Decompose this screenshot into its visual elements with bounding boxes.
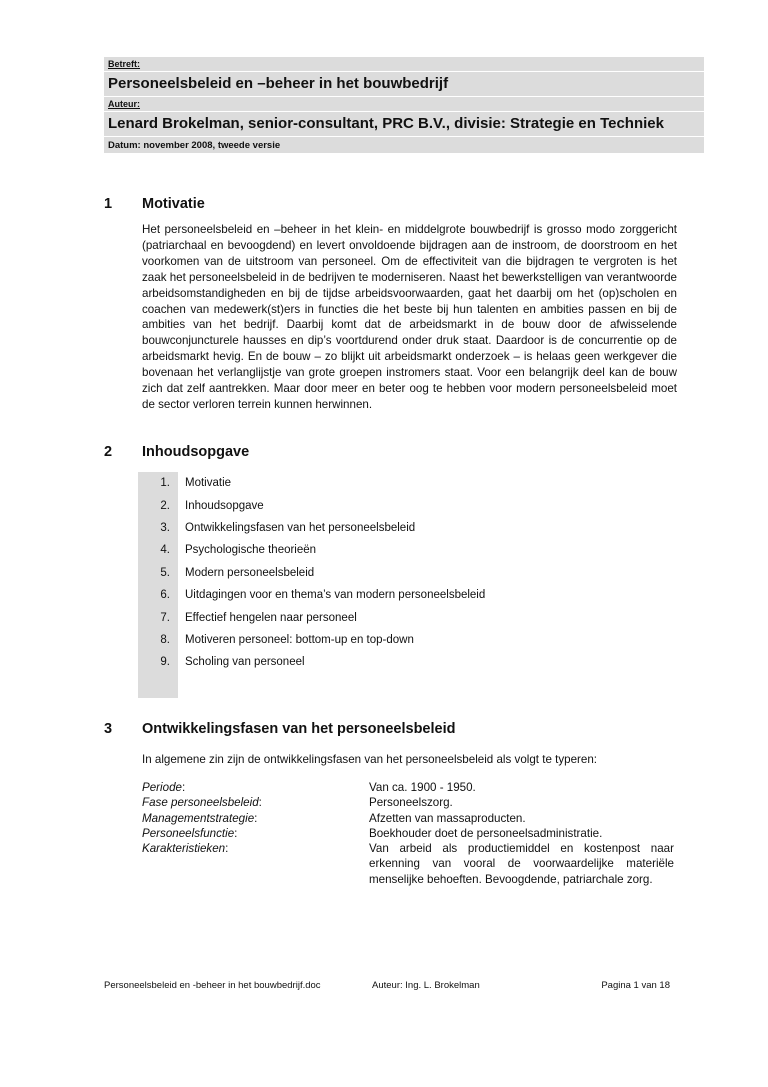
toc-number: 6.: [138, 584, 178, 606]
toc-label: Scholing van personeel: [185, 656, 305, 669]
toc-label: Motiveren personeel: bottom-up en top-down: [185, 633, 414, 646]
toc-item: [138, 472, 678, 494]
section-title: Motivatie: [142, 196, 205, 212]
toc-item: [138, 651, 678, 673]
document-title: Personeelsbeleid en –beheer in het bouwbedrijf: [104, 72, 704, 97]
phase-value: Boekhouder doet de personeelsadministratie.: [369, 826, 603, 840]
toc-label: Psychologische theorieën: [185, 544, 317, 557]
phase-key: Periode: [142, 781, 182, 794]
toc-number: [138, 674, 178, 698]
auteur-label: Auteur:: [104, 97, 704, 112]
phase-row: Fase personeelsbeleid: Personeelszorg.: [142, 795, 674, 810]
toc-number: 7.: [138, 606, 178, 628]
toc-number: 5.: [138, 562, 178, 584]
toc-label: Effectief hengelen naar personeel: [185, 611, 357, 624]
toc-label: [178, 674, 678, 698]
phase-value: Van ca. 1900 - 1950.: [369, 781, 476, 794]
section-body: Het personeelsbeleid en –beheer in het klein- en middelgrote bouwbedrijf is grosso modo zorggericht (patriarchaal en bevoogdend) en levert onvoldoende bijdragen aan de instroom, de doorstroom en het voorkomen van de uitstroom van personeel. Om de effectiviteit van die bijdragen te vergroten is het zaak het personeelsbeleid in de bedrijven te moderniseren. Naast het bewerkstelligen van verantwoorde arbeidsomstandigheden en bij de tijdse arbeidsvoorwaarden, gaat het daarbij om het (op)scholen en coachen van medewerk(st)ers in functies die het beste bij hun talenten en ambities passen en bij de ambities van het bedrijf. Daarbij komt dat de arbeidsmarkt in de bouw door de afwisselende bouwconjuncturele hausses en dip’s voortdurend onder druk staat. Daardoor is de concurrentie op de arbeidsmarkt hevig. En de bouw – zo blijkt uit arbeidsmarkt onderzoek – is helaas geen werkgever die bovenaan het verlanglijstje van grote groepen instromers staat. Voor een belangrijk deel kan de bouw zich dat zelf aantrekken. Maar door meer en beter oog te hebben voor modern personeelsbeleid moet de sector verloren terrein kunnen herwinnen.: [142, 223, 677, 411]
phase-row: Managementstrategie: Afzetten van massaproducten.: [142, 811, 674, 826]
phase-key: Fase personeelsbeleid: [142, 796, 259, 810]
phase-row: Karakteristieken: Van arbeid als productiemiddel en kostenpost naar erkenning van vooral de voorwaardelijke materiële menselijke behoeften. Bevoogdende, patriarchale zorg.: [142, 842, 674, 886]
phase-row: Personeelsfunctie: Boekhouder doet de personeelsadministratie.: [142, 826, 674, 841]
toc-label: Modern personeelsbeleid: [185, 566, 315, 579]
toc-item: [138, 606, 678, 628]
toc-label: Inhoudsopgave: [185, 499, 264, 512]
toc-number: 9.: [138, 651, 178, 673]
toc-item: [138, 562, 678, 584]
footer-author: Auteur: Ing. L. Brokelman: [372, 980, 480, 991]
toc-label: Ontwikkelingsfasen van het personeelsbeleid: [185, 521, 416, 534]
section-number: 2: [104, 444, 113, 460]
toc-item: [138, 584, 678, 606]
phase-key: Karakteristieken: [142, 842, 226, 856]
author-line: Lenard Brokelman, senior-consultant, PRC B.V., divisie: Strategie en Techniek: [104, 112, 704, 137]
toc-label: Motivatie: [185, 477, 232, 490]
phase-value: Afzetten van massaproducten.: [369, 811, 526, 825]
section-title: Inhoudsopgave: [142, 444, 250, 460]
phase-value: Personeelszorg.: [369, 796, 453, 810]
toc-number: 4.: [138, 539, 178, 561]
betreft-label: Betreft:: [104, 57, 704, 72]
date-line: Datum: november 2008, tweede versie: [104, 137, 704, 154]
section-number: 3: [104, 721, 113, 737]
table-of-contents: [138, 472, 678, 698]
toc-number: 8.: [138, 629, 178, 651]
footer-page-number: Pagina 1 van 18: [601, 980, 670, 991]
toc-blank-row: [138, 674, 678, 698]
toc-item: [138, 494, 678, 516]
phase-key: Managementstrategie: [142, 811, 255, 825]
toc-item: [138, 539, 678, 561]
phase-table: [142, 780, 674, 887]
toc-number: 2.: [138, 494, 178, 516]
toc-number: 1.: [138, 472, 178, 494]
footer-filename: Personeelsbeleid en -beheer in het bouwbedrijf.doc: [104, 980, 321, 991]
section-number: 1: [104, 196, 113, 212]
phase-key: Personeelsfunctie: [142, 826, 235, 840]
section-title: Ontwikkelingsfasen van het personeelsbeleid: [142, 721, 456, 737]
toc-number: 3.: [138, 517, 178, 539]
phase-row: Periode: Van ca. 1900 - 1950.: [142, 780, 674, 795]
section-intro: In algemene zin zijn de ontwikkelingsfasen van het personeelsbeleid als volgt te typeren:: [142, 753, 598, 766]
phase-value: Van arbeid als productiemiddel en kostenpost naar erkenning van vooral de voorwaardelijke materiële menselijke behoeften. Bevoogdende, patriarchale zorg.: [369, 842, 674, 886]
document-header: [104, 57, 704, 154]
toc-item: [138, 629, 678, 651]
toc-item: [138, 517, 678, 539]
toc-label: Uitdagingen voor en thema’s van modern personeelsbeleid: [185, 589, 486, 602]
